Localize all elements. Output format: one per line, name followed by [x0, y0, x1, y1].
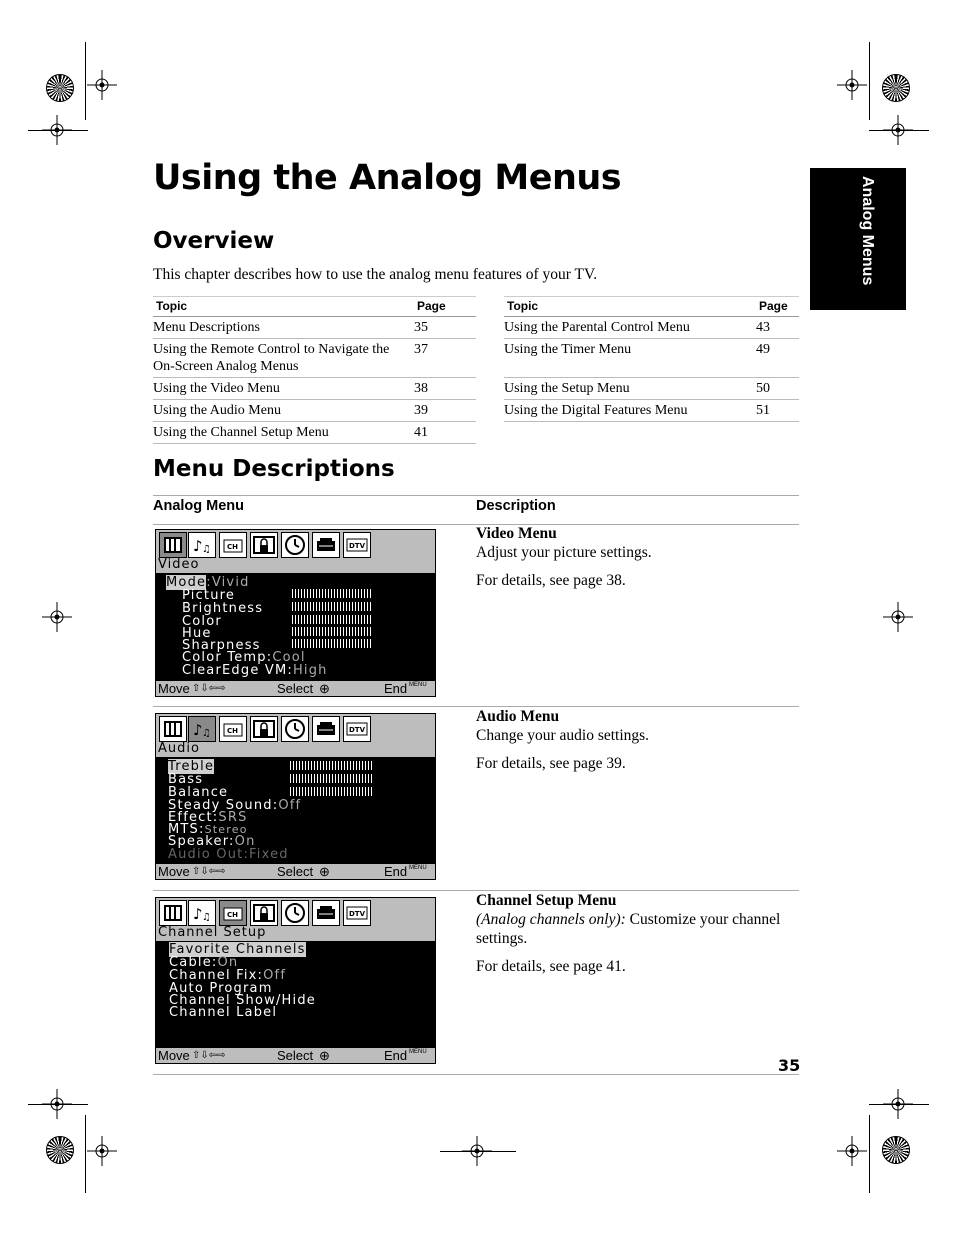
table-row	[153, 400, 476, 422]
screen-header: Video	[156, 558, 436, 573]
clock-icon	[281, 716, 309, 742]
select-label: Select	[277, 864, 314, 879]
table-row	[504, 378, 799, 400]
screen-header: Channel Setup	[156, 926, 436, 941]
screen-item: Color Temp:Cool	[182, 650, 306, 665]
screen-header: Audio	[156, 742, 436, 757]
menu-button-icon: MENU	[409, 1049, 427, 1055]
video-icon	[159, 900, 187, 926]
registration-rosette-icon	[882, 74, 910, 102]
end-label: End	[384, 681, 408, 696]
arrow-keys-icon: ⇧⇩⇦⇨	[192, 1050, 226, 1061]
table-row	[153, 317, 476, 339]
select-icon: ⊕	[319, 1048, 330, 1063]
crosshair-icon	[42, 1089, 72, 1119]
col-topic: Topic	[153, 297, 414, 317]
crop-mark	[440, 1151, 516, 1152]
lock-icon	[250, 900, 278, 926]
menu-icon-bar	[156, 530, 435, 558]
lock-icon	[250, 716, 278, 742]
screen-item: Speaker:On	[168, 834, 256, 849]
registration-rosette-icon	[46, 1136, 74, 1164]
level-bar	[292, 615, 372, 624]
screen-item: Color	[182, 614, 222, 629]
audio-icon	[188, 716, 216, 742]
page-cell: 51	[756, 400, 799, 422]
screen-item: Sharpness	[182, 638, 261, 653]
table-row	[504, 317, 799, 339]
crop-mark	[85, 1115, 86, 1193]
clock-icon	[281, 532, 309, 558]
topic-cell: Using the Video Menu	[153, 378, 414, 400]
channel-setup-menu-screen	[155, 897, 436, 1064]
dtv-label: DTV	[349, 726, 366, 734]
end-label: End	[384, 1048, 408, 1063]
entry-name: Audio Menu	[476, 708, 560, 725]
arrow-keys-icon: ⇧⇩⇦⇨	[192, 683, 226, 694]
audio-menu-screen	[155, 713, 436, 880]
screen-footer	[156, 681, 435, 696]
setup-icon	[312, 532, 340, 558]
move-label: Move	[158, 864, 190, 879]
topic-cell: Menu Descriptions	[153, 317, 414, 339]
screen-item: Mode:Vivid	[166, 575, 250, 590]
svg-text:♫: ♫	[202, 728, 211, 739]
entry-name: Video Menu	[476, 525, 557, 542]
table-row	[504, 400, 799, 422]
crosshair-icon	[87, 1136, 117, 1166]
screen-item: Bass	[168, 772, 204, 787]
dtv-icon	[343, 900, 371, 926]
screen-item: Auto Program	[169, 981, 273, 996]
entry-details: For details, see page 38.	[476, 572, 626, 589]
dtv-label: DTV	[349, 910, 366, 918]
move-label: Move	[158, 1048, 190, 1063]
registration-rosette-icon	[46, 74, 74, 102]
topic-cell: Using the Audio Menu	[153, 400, 414, 422]
page-cell: 37	[414, 339, 476, 378]
audio-icon	[188, 900, 216, 926]
crop-mark	[85, 42, 86, 120]
screen-footer	[156, 1048, 435, 1063]
screen-item: Hue	[182, 626, 212, 641]
col-page: Page	[756, 297, 799, 317]
screen-item: Channel Fix:Off	[169, 968, 287, 983]
menu-button-icon: MENU	[409, 865, 427, 871]
svg-text:♫: ♫	[202, 544, 211, 555]
select-label: Select	[277, 681, 314, 696]
screen-item: Picture	[182, 588, 236, 603]
channel-icon	[219, 716, 247, 742]
ch-label: CH	[227, 727, 238, 735]
level-bar	[290, 787, 374, 796]
chapter-side-tab	[810, 168, 906, 310]
overview-intro: This chapter describes how to use the analog menu features of your TV.	[153, 266, 598, 283]
entry-text: Customize your channel settings.	[476, 911, 781, 947]
col-topic: Topic	[504, 297, 756, 317]
ch-label: CH	[227, 543, 238, 551]
clock-icon	[281, 900, 309, 926]
entry-details: For details, see page 41.	[476, 958, 626, 975]
topic-table-left	[153, 296, 476, 444]
menu-button-icon: MENU	[409, 682, 427, 688]
screen-item: Brightness	[182, 601, 264, 616]
menu-table-header	[153, 495, 799, 525]
col-page: Page	[414, 297, 476, 317]
table-row	[153, 339, 476, 378]
dtv-icon	[343, 532, 371, 558]
table-row	[153, 422, 476, 444]
select-label: Select	[277, 1048, 314, 1063]
dtv-icon	[343, 716, 371, 742]
crosshair-icon	[883, 115, 913, 145]
video-icon	[159, 532, 187, 558]
setup-icon	[312, 900, 340, 926]
page-title: Using the Analog Menus	[153, 158, 622, 198]
select-icon: ⊕	[319, 681, 330, 696]
level-bar	[292, 602, 372, 611]
crosshair-icon	[42, 115, 72, 145]
crop-mark	[869, 1115, 870, 1193]
screen-item: Channel Show/Hide	[169, 993, 316, 1008]
crosshair-icon	[883, 1089, 913, 1119]
table-row	[153, 378, 476, 400]
level-bar	[292, 589, 372, 598]
page-cell: 50	[756, 378, 799, 400]
entry-note: (Analog channels only):	[476, 911, 626, 928]
chapter-side-tab-label: Analog Menus	[859, 176, 876, 286]
ch-label: CH	[227, 911, 238, 919]
crosshair-icon	[837, 70, 867, 100]
screen-item: ClearEdge VM:High	[182, 663, 328, 678]
screen-item: Balance	[168, 785, 229, 800]
topic-cell: Using the Digital Features Menu	[504, 400, 756, 422]
svg-text:♪: ♪	[193, 721, 203, 739]
video-icon	[159, 716, 187, 742]
move-label: Move	[158, 681, 190, 696]
crop-mark	[869, 42, 870, 120]
topic-cell: Using the Parental Control Menu	[504, 317, 756, 339]
col-description: Description	[476, 498, 556, 514]
audio-icon	[188, 532, 216, 558]
row-divider	[153, 1074, 799, 1075]
entry-details: For details, see page 39.	[476, 755, 626, 772]
page-cell: 49	[756, 339, 799, 378]
screen-item: Steady Sound:Off	[168, 798, 302, 813]
page-number: 35	[778, 1056, 801, 1075]
crosshair-icon	[87, 70, 117, 100]
screen-footer	[156, 864, 435, 879]
entry-text: Adjust your picture settings.	[476, 544, 652, 561]
registration-rosette-icon	[882, 1136, 910, 1164]
entry-text: Change your audio settings.	[476, 727, 650, 744]
screen-item: Treble	[168, 759, 215, 774]
entry-name: Channel Setup Menu	[476, 892, 617, 909]
level-bar	[290, 761, 374, 770]
menu-icon-bar	[156, 898, 435, 926]
video-menu-description	[476, 524, 796, 590]
crosshair-icon	[42, 602, 72, 632]
topic-cell: Using the Setup Menu	[504, 378, 756, 400]
level-bar	[290, 774, 374, 783]
overview-heading: Overview	[153, 228, 275, 254]
screen-item: Cable:On	[169, 955, 239, 970]
screen-item: Audio Out:Fixed	[168, 847, 289, 862]
topic-cell: Using the Remote Control to Navigate the On-Screen Analog Menus	[153, 339, 414, 378]
topic-cell: Using the Channel Setup Menu	[153, 422, 414, 444]
select-icon: ⊕	[319, 864, 330, 879]
menu-descriptions-heading: Menu Descriptions	[153, 456, 395, 482]
end-label: End	[384, 864, 408, 879]
menu-icon-bar	[156, 714, 435, 742]
screen-item: Channel Label	[169, 1005, 278, 1020]
svg-text:♪: ♪	[193, 905, 203, 923]
svg-text:♫: ♫	[202, 912, 211, 923]
channel-icon	[219, 532, 247, 558]
crosshair-icon	[837, 1136, 867, 1166]
level-bar	[292, 639, 372, 648]
channel-icon	[219, 900, 247, 926]
page-cell: 43	[756, 317, 799, 339]
crosshair-icon	[883, 602, 913, 632]
topic-cell: Using the Timer Menu	[504, 339, 756, 378]
table-row	[504, 339, 799, 378]
level-bar	[292, 627, 372, 636]
page-cell: 35	[414, 317, 476, 339]
svg-text:♪: ♪	[193, 537, 203, 555]
lock-icon	[250, 532, 278, 558]
channel-setup-menu-description	[476, 891, 796, 976]
topic-table-right	[504, 296, 799, 422]
video-menu-screen	[155, 529, 436, 697]
screen-item: Effect:SRS	[168, 810, 248, 825]
screen-item: MTS:Stereo	[168, 822, 248, 837]
arrow-keys-icon: ⇧⇩⇦⇨	[192, 866, 226, 877]
audio-menu-description	[476, 707, 796, 773]
page-cell: 38	[414, 378, 476, 400]
page-cell: 39	[414, 400, 476, 422]
col-analog-menu: Analog Menu	[153, 498, 245, 514]
page-cell: 41	[414, 422, 476, 444]
screen-item: Favorite Channels	[169, 942, 306, 957]
dtv-label: DTV	[349, 542, 366, 550]
setup-icon	[312, 716, 340, 742]
